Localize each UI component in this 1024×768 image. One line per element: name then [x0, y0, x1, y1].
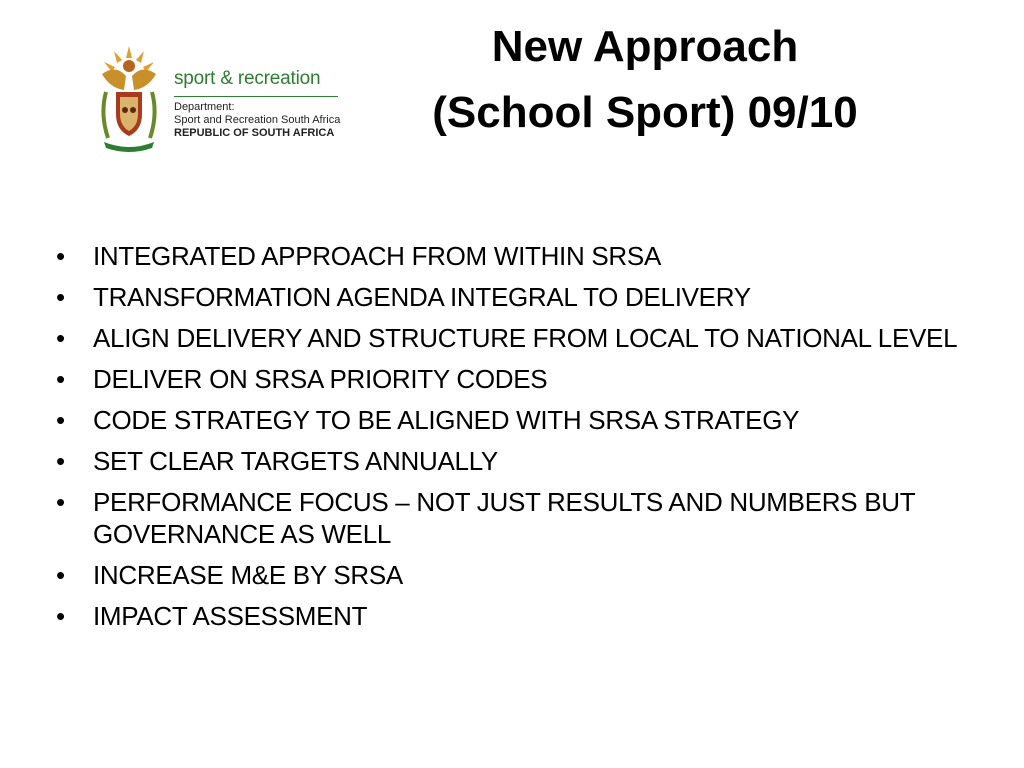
bullet-text: DELIVER ON SRSA PRIORITY CODES [93, 364, 548, 394]
list-item [52, 486, 972, 550]
bullet-icon: • [56, 282, 65, 312]
list-item [52, 240, 972, 272]
bullet-text: PERFORMANCE FOCUS – NOT JUST RESULTS AND NUMBERS BUT GOVERNANCE AS WELL [93, 487, 915, 549]
logo-text [174, 68, 344, 140]
bullet-icon: • [56, 446, 65, 476]
list-item [52, 322, 972, 354]
bullet-icon: • [56, 405, 65, 435]
bullet-text: CODE STRATEGY TO BE ALIGNED WITH SRSA STRATEGY [93, 405, 800, 435]
bullet-icon: • [56, 241, 65, 271]
bullet-text: INCREASE M&E BY SRSA [93, 560, 403, 590]
logo-divider [174, 96, 338, 97]
list-item [52, 404, 972, 436]
bullet-text: INTEGRATED APPROACH FROM WITHIN SRSA [93, 241, 661, 271]
bullet-icon: • [56, 487, 65, 517]
list-item [52, 281, 972, 313]
bullet-text: TRANSFORMATION AGENDA INTEGRAL TO DELIVERY [93, 282, 751, 312]
logo-dept-name: Sport and Recreation South Africa [174, 114, 341, 126]
bullet-list [52, 240, 972, 641]
list-item [52, 559, 972, 591]
bullet-icon: • [56, 323, 65, 353]
list-item [52, 363, 972, 395]
slide-title [380, 14, 910, 146]
bullet-text: SET CLEAR TARGETS ANNUALLY [93, 446, 498, 476]
department-logo [94, 42, 344, 154]
logo-brand: sport & recreation [174, 68, 321, 89]
bullet-text: ALIGN DELIVERY AND STRUCTURE FROM LOCAL TO NATIONAL LEVEL [93, 323, 958, 353]
bullet-icon: • [56, 601, 65, 631]
list-item [52, 600, 972, 632]
list-item [52, 445, 972, 477]
logo-country: REPUBLIC OF SOUTH AFRICA [174, 127, 335, 139]
bullet-text: IMPACT ASSESSMENT [93, 601, 368, 631]
logo-dept-label: Department: [174, 101, 235, 113]
bullet-icon: • [56, 560, 65, 590]
coat-of-arms-icon [94, 42, 164, 154]
bullet-icon: • [56, 364, 65, 394]
title-line-2: (School Sport) 09/10 [432, 88, 858, 137]
title-line-1: New Approach [491, 22, 799, 71]
